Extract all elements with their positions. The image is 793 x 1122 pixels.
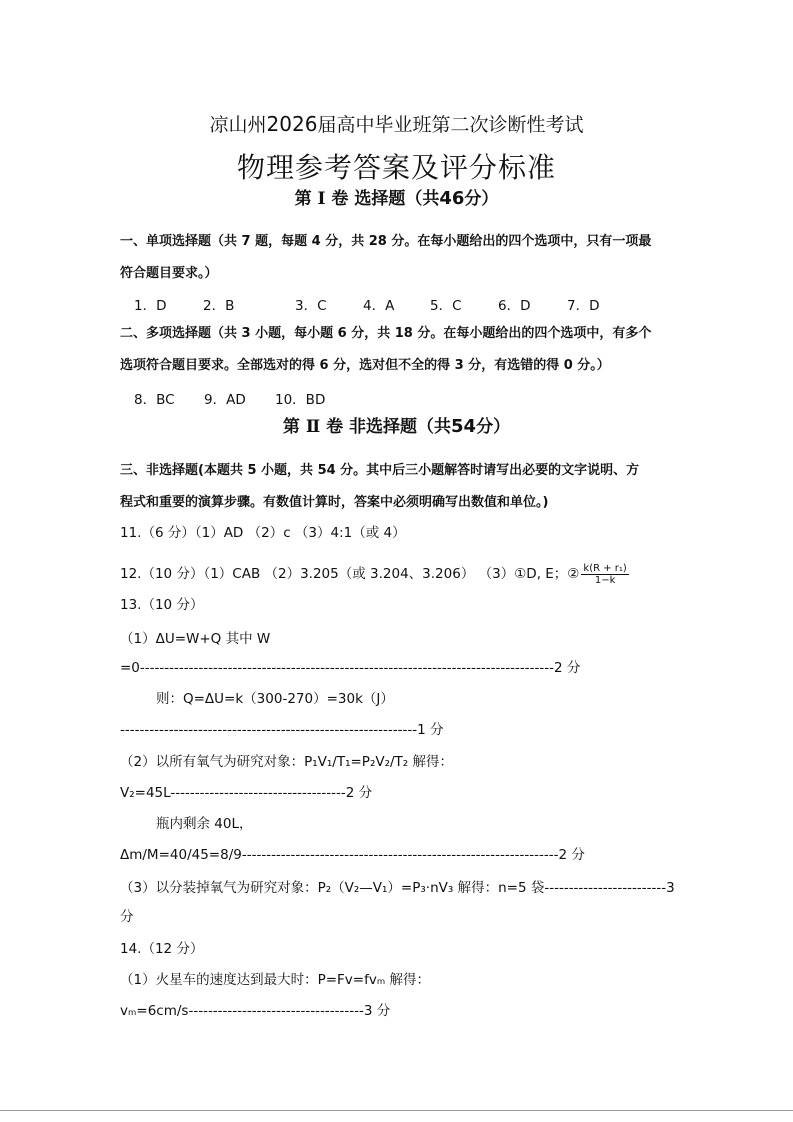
q13-line: Δm/M=40/45=8/9-----------------------------------------------------------------2 分 [120,847,585,863]
multi-answer-9: 9．AD [204,392,246,408]
q13-title: 13.（10 分） [120,597,204,613]
single-answer-2: 2．B [203,298,235,314]
single-choice-instructions-2: 符合题目要求。） [120,266,218,281]
part2-heading: 第 Ⅱ 卷 非选择题（共54分） [282,416,511,437]
q13-line: （1）ΔU=W+Q 其中 W [120,631,271,647]
part1-heading: 第 Ⅰ 卷 选择题（共46分） [294,188,499,209]
q13-line: 则：Q=ΔU=k（300-270）=30k（J） [156,691,394,707]
doc-subtitle: 物理参考答案及评分标准 [236,151,556,184]
q12-answer: 12.（10 分）（1）CAB （2）3.205（或 3.204、3.206） （3）①D, E；② $\frac{\text{k(R + r₁)}}{1-k}$ [120,562,627,586]
q13-line: （2）以所有氧气为研究对象：P₁V₁/T₁=P₂V₂/T₂ 解得： [120,754,454,770]
exam-title: 凉山州2026届高中毕业班第二次诊断性考试 [209,112,584,136]
q14-line: （1）火星车的速度达到最大时：P=Fv=fvₘ 解得： [120,972,431,988]
multi-choice-instructions-1: 二、多项选择题（共 3 小题，每小题 6 分，共 18 分。在每小题给出的四个选项中，有多个 [120,326,652,341]
nonchoice-instructions-2: 程式和重要的演算步骤。有数值计算时，答案中必须明确写出数值和单位。) [120,495,549,510]
q13-line: 瓶内剩余 40L， [156,816,253,832]
page-bottom-rule [0,1110,793,1111]
q13-line: =0-------------------------------------------------------------------------------------2 分 [120,660,581,676]
single-answer-6: 6．D [498,298,531,314]
q13-line: 分 [120,909,134,925]
single-answer-7: 7．D [567,298,600,314]
exam-year: 2026 [266,112,318,136]
multi-answer-10: 10．BD [275,392,326,408]
q14-line: vₘ=6cm/s------------------------------------3 分 [120,1003,391,1019]
single-choice-instructions-1: 一、单项选择题（共 7 题，每题 4 分，共 28 分。在每小题给出的四个选项中，只有一项最 [120,234,652,249]
single-answer-3: 3．C [295,298,327,314]
q13-line: V₂=45L------------------------------------2 分 [120,785,373,801]
single-answer-4: 4．A [363,298,395,314]
multi-choice-instructions-2: 选项符合题目要求。全部选对的得 6 分，选对但不全的得 3 分，有选错的得 0 分。） [120,358,610,373]
nonchoice-instructions-1: 三、非选择题(本题共 5 小题，共 54 分。其中后三小题解答时请写出必要的文字说明、方 [120,463,640,478]
q13-line: -------------------------------------------------------------1 分 [120,722,444,738]
single-answer-5: 5．C [430,298,462,314]
single-answer-1: 1．D [134,298,167,314]
q11-answer: 11.（6 分）（1）AD （2）c （3）4:1（或 4） [120,525,406,541]
multi-answer-8: 8．BC [134,392,175,408]
q14-title: 14.（12 分） [120,941,204,957]
q13-line: （3）以分装掉氧气为研究对象：P₂（V₂—V₁）=P₃·nV₃ 解得：n=5 袋-------------------------3 [120,880,675,896]
q12-fraction: $\frac{\text{k(R + r₁)}}{1-k}$ [583,562,627,586]
